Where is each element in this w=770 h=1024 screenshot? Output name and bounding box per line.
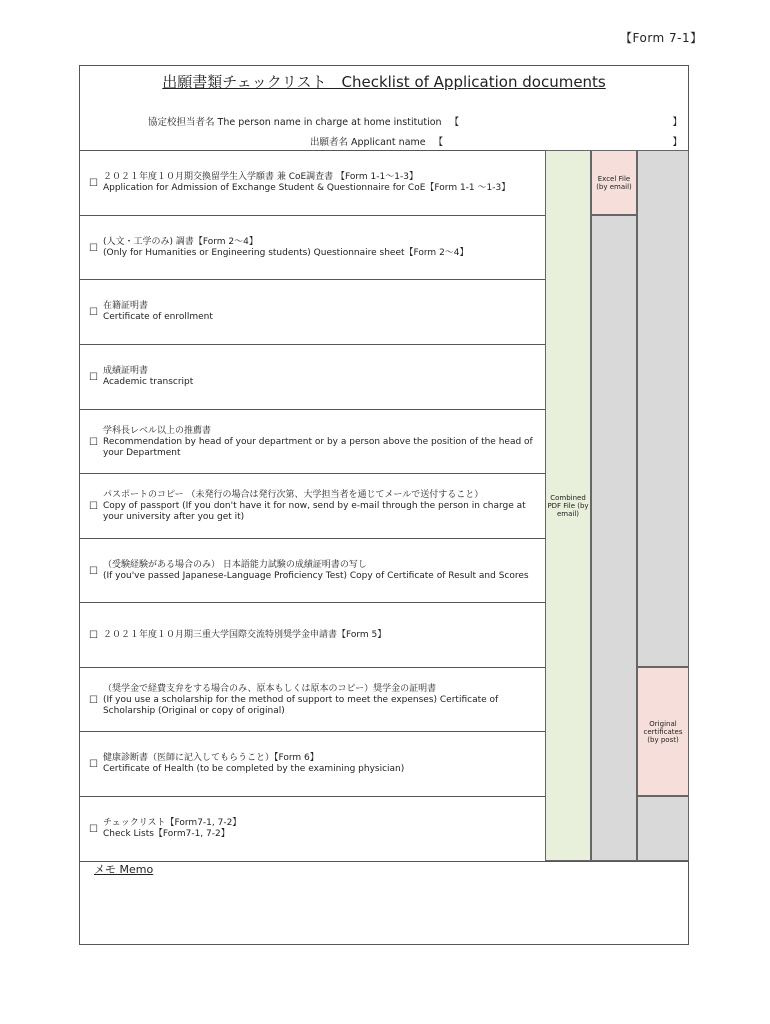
checkbox[interactable]: ☐ bbox=[89, 758, 98, 770]
item-label-jp: 成績証明書 bbox=[102, 366, 148, 376]
checklist-form bbox=[79, 65, 689, 945]
checklist-item-enrollment bbox=[89, 281, 544, 343]
checklist-item-transcript bbox=[89, 346, 544, 408]
divider bbox=[80, 409, 545, 410]
checkbox[interactable]: ☐ bbox=[89, 177, 98, 189]
excel-file-cell bbox=[591, 150, 637, 215]
checklist-item-recommendation bbox=[89, 411, 544, 473]
checklist-item-scholarship-certificate bbox=[89, 669, 544, 731]
checklist-item-passport bbox=[89, 475, 544, 537]
institution-open-bracket: 【 bbox=[449, 117, 460, 128]
institution-person-line bbox=[148, 114, 688, 128]
divider bbox=[80, 538, 545, 539]
item-label-en: Recommendation by head of your department or by a person above the position of the head of your Department bbox=[102, 436, 536, 458]
item-label-jp: ２０２１年度１０月期交換留学生入学願書 兼 CoE調査書 【Form 1-1～1-3】 bbox=[102, 172, 418, 182]
applicant-name-label: 出願者名 Applicant name bbox=[310, 137, 426, 148]
checkbox[interactable]: ☐ bbox=[89, 306, 98, 318]
item-label-en: Academic transcript bbox=[102, 377, 194, 387]
divider bbox=[80, 796, 545, 797]
item-label-jp: パスポートのコピー （未発行の場合は発行次第、大学担当者を通じてメールで送付すること） bbox=[102, 489, 484, 500]
excel-file-label: Excel File (by email) bbox=[596, 174, 632, 191]
checklist-item-health bbox=[89, 733, 544, 795]
checklist-item-form1 bbox=[89, 152, 544, 214]
item-label-jp: チェックリスト【Form7-1, 7-2】 bbox=[102, 818, 242, 828]
checkbox[interactable]: ☐ bbox=[89, 371, 98, 383]
item-label-jp: ２０２１年度１０月期三重大学国際交流特別奨学金申請書【Form 5】 bbox=[102, 629, 387, 640]
original-column-empty-top bbox=[637, 150, 689, 667]
item-label-jp: （奨学金で経費支弁をする場合のみ、原本もしくは原本のコピー）奨学金の証明書 bbox=[102, 683, 437, 694]
original-column-empty-bottom bbox=[637, 796, 689, 861]
checkbox[interactable]: ☐ bbox=[89, 565, 98, 577]
original-certificates-label: Original certificates (by post) bbox=[643, 719, 683, 744]
combined-pdf-column bbox=[545, 150, 591, 861]
institution-person-label: 協定校担当者名 The person name in charge at home institution bbox=[148, 117, 442, 128]
excel-file-column-empty bbox=[591, 215, 637, 861]
checkbox[interactable]: ☐ bbox=[89, 242, 98, 254]
combined-pdf-label: Combined PDF File (by email) bbox=[547, 493, 589, 518]
memo-label: メモ Memo bbox=[94, 863, 154, 876]
divider bbox=[80, 667, 545, 668]
applicant-open-bracket: 【 bbox=[433, 137, 444, 148]
page-title: 出願書類チェックリスト Checklist of Application documents bbox=[162, 73, 606, 91]
checklist-item-form2-4 bbox=[89, 217, 544, 279]
checkbox[interactable]: ☐ bbox=[89, 694, 98, 706]
item-label-jp: （受験経験がある場合のみ） 日本語能力試験の成績証明書の写し bbox=[102, 560, 367, 570]
item-label-en: Check Lists【Form7-1, 7-2】 bbox=[102, 829, 230, 839]
divider bbox=[80, 473, 545, 474]
checkbox[interactable]: ☐ bbox=[89, 823, 98, 835]
item-label-jp: 健康診断書（医師に記入してもらうこと）【Form 6】 bbox=[102, 753, 319, 763]
item-label-en: (If you've passed Japanese-Language Proficiency Test) Copy of Certificate of Result and Scores bbox=[102, 571, 529, 581]
item-label-en: Certificate of enrollment bbox=[102, 312, 213, 322]
divider bbox=[80, 731, 545, 732]
checkbox[interactable]: ☐ bbox=[89, 629, 98, 641]
item-label-en: Application for Admission of Exchange Student & Questionnaire for CoE【Form 1-1 ～1-3】 bbox=[102, 183, 511, 193]
applicant-close-bracket: 】 bbox=[672, 137, 682, 148]
applicant-name-line bbox=[310, 134, 688, 148]
checkbox[interactable]: ☐ bbox=[89, 436, 98, 448]
divider bbox=[80, 344, 545, 345]
item-label-en: Copy of passport (If you don't have it for now, send by e-mail through the person in charge at your university after you get it) bbox=[102, 500, 529, 522]
divider bbox=[80, 602, 545, 603]
divider bbox=[80, 279, 545, 280]
form-number: 【Form 7-1】 bbox=[620, 31, 703, 45]
checklist-item-jlpt bbox=[89, 540, 544, 602]
checklist-item-checklists bbox=[89, 798, 544, 860]
item-label-en: (If you use a scholarship for the method of support to meet the expenses) Certificate of Scholarship (Original or copy of original) bbox=[102, 694, 502, 716]
divider bbox=[80, 215, 545, 216]
divider bbox=[80, 861, 688, 862]
item-label-en: (Only for Humanities or Engineering students) Questionnaire sheet【Form 2～4】 bbox=[102, 248, 469, 258]
checkbox[interactable]: ☐ bbox=[89, 500, 98, 512]
item-label-jp: 在籍証明書 bbox=[102, 301, 148, 311]
checklist-item-scholarship-application bbox=[89, 604, 544, 666]
item-label-jp: 学科長レベル以上の推薦書 bbox=[102, 425, 211, 436]
original-certificates-cell bbox=[637, 667, 689, 796]
item-label-en: Certificate of Health (to be completed by the examining physician) bbox=[102, 764, 405, 774]
institution-close-bracket: 】 bbox=[672, 117, 682, 128]
item-label-jp: (人文・工学のみ) 調書【Form 2～4】 bbox=[102, 237, 258, 247]
